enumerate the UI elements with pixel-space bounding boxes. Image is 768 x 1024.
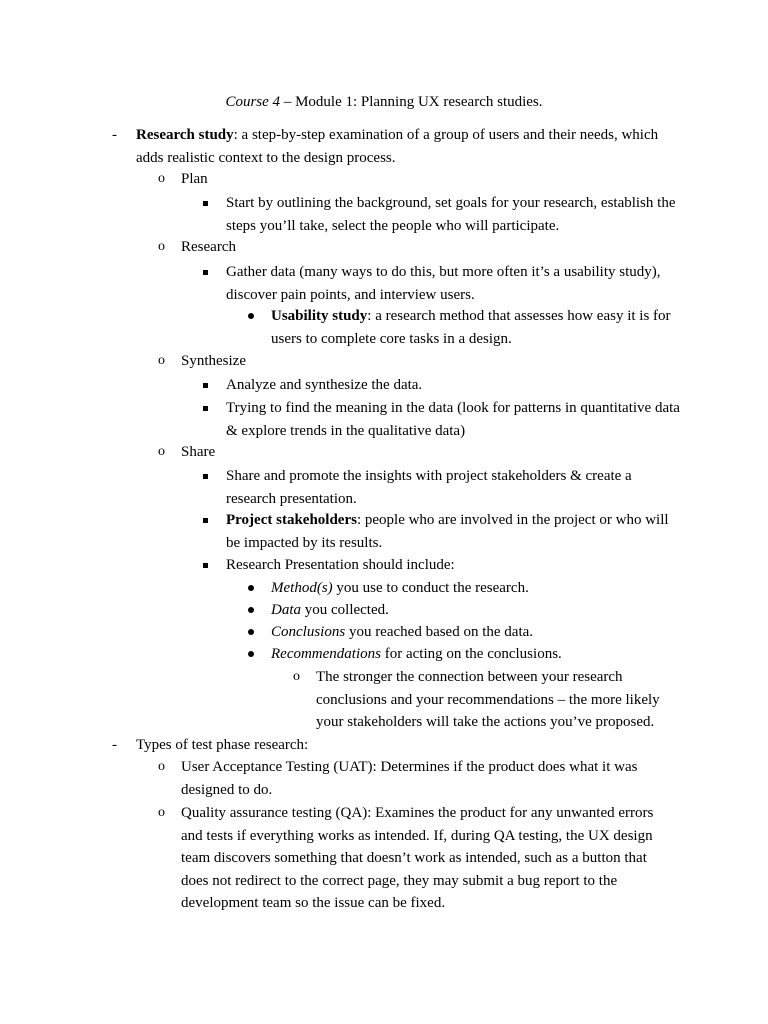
research-study-definition: : a step-by-step examination of a group of users and their needs, which adds realistic context to the design process. (136, 127, 659, 166)
stronger-text: The stronger the connection between your research conclusions and your recommendations – the more likely your stakeholders will take the actions you’ve proposed. (316, 669, 660, 730)
data-term: Data (271, 602, 301, 618)
square-bullet-icon (203, 406, 208, 411)
conclusions-text: you reached based on the data. (345, 624, 534, 640)
page-title (0, 91, 768, 114)
methods-term: Method(s) (271, 580, 333, 596)
list-item-synthesize-detail-1 (226, 374, 681, 397)
list-item-research (158, 236, 681, 259)
stakeholders-definition: : people who are involved in the project or who will be impacted by its results. (226, 512, 669, 551)
usability-definition: : a research method that assesses how easy it is for users to complete core tasks in a design. (271, 308, 671, 347)
synthesize-label: Synthesize (181, 353, 246, 369)
dash-marker: - (112, 127, 117, 143)
share-label: Share (181, 444, 216, 460)
list-item-uat (158, 756, 661, 801)
list-item-research-presentation (226, 554, 681, 577)
list-item-usability-study (271, 305, 681, 350)
usability-term: Usability study (271, 308, 368, 324)
round-bullet-icon (248, 651, 254, 657)
test-types-text: Types of test phase research: (136, 737, 309, 753)
research-text: Gather data (many ways to do this, but more often it’s a usability study), discover pain points, and interview users. (226, 264, 661, 303)
research-study-term: Research study (136, 127, 234, 143)
plan-label: Plan (181, 171, 208, 187)
circle-marker: o (158, 444, 165, 459)
list-item-research-detail (226, 261, 681, 306)
square-bullet-icon (203, 518, 208, 523)
synthesize-text-1: Analyze and synthesize the data. (226, 377, 423, 393)
plan-text: Start by outlining the background, set goals for your research, establish the steps you’ll take, select the people who will participate. (226, 195, 676, 234)
round-bullet-icon (248, 629, 254, 635)
square-bullet-icon (203, 383, 208, 388)
uat-text: User Acceptance Testing (UAT): Determines if the product does what it was designed to do. (181, 759, 638, 798)
list-item-data (271, 599, 681, 622)
list-item-plan (158, 168, 681, 191)
recommendations-term: Recommendations (271, 646, 381, 662)
round-bullet-icon (248, 607, 254, 613)
circle-marker: o (158, 759, 165, 774)
synthesize-text-2: Trying to find the meaning in the data (look for patterns in quantitative data & explore trends in the qualitative data) (226, 400, 680, 439)
module-title: – Module 1: Planning UX research studies. (280, 94, 543, 110)
round-bullet-icon (248, 313, 254, 319)
square-bullet-icon (203, 563, 208, 568)
square-bullet-icon (203, 201, 208, 206)
conclusions-term: Conclusions (271, 624, 346, 640)
list-item-project-stakeholders (226, 509, 681, 554)
list-item-qa (158, 802, 661, 915)
qa-text: Quality assurance testing (QA): Examines the product for any unwanted errors and tests if everything works as intended. If, during QA testing, the UX design team discovers something that doesn’t work as intended, such as a button that does not redirect to the correct page, they may submit a bug report to the development team so the issue can be fixed. (181, 805, 654, 911)
course-label: Course 4 (225, 94, 281, 110)
dash-marker: - (112, 737, 117, 753)
methods-text: you use to conduct the research. (332, 580, 529, 596)
list-item-stronger-connection (293, 666, 676, 734)
square-bullet-icon (203, 270, 208, 275)
list-item-share-detail (226, 465, 681, 510)
stakeholders-term: Project stakeholders (226, 512, 357, 528)
data-text: you collected. (301, 602, 389, 618)
square-bullet-icon (203, 474, 208, 479)
circle-marker: o (158, 353, 165, 368)
circle-marker: o (158, 171, 165, 186)
list-item-synthesize (158, 350, 681, 373)
list-item-conclusions (271, 621, 681, 644)
circle-marker: o (158, 805, 165, 820)
round-bullet-icon (248, 585, 254, 591)
share-text: Share and promote the insights with project stakeholders & create a research presentation. (226, 468, 632, 507)
list-item-research-study (112, 124, 681, 169)
list-item-test-types (112, 734, 681, 757)
list-item-recommendations (271, 643, 681, 666)
list-item-share (158, 441, 681, 464)
recommendations-text: for acting on the conclusions. (380, 646, 562, 662)
research-label: Research (181, 239, 236, 255)
circle-marker: o (293, 669, 300, 684)
circle-marker: o (158, 239, 165, 254)
list-item-plan-detail (226, 192, 681, 237)
presentation-text: Research Presentation should include: (226, 557, 455, 573)
list-item-synthesize-detail-2 (226, 397, 681, 442)
list-item-methods (271, 577, 681, 600)
